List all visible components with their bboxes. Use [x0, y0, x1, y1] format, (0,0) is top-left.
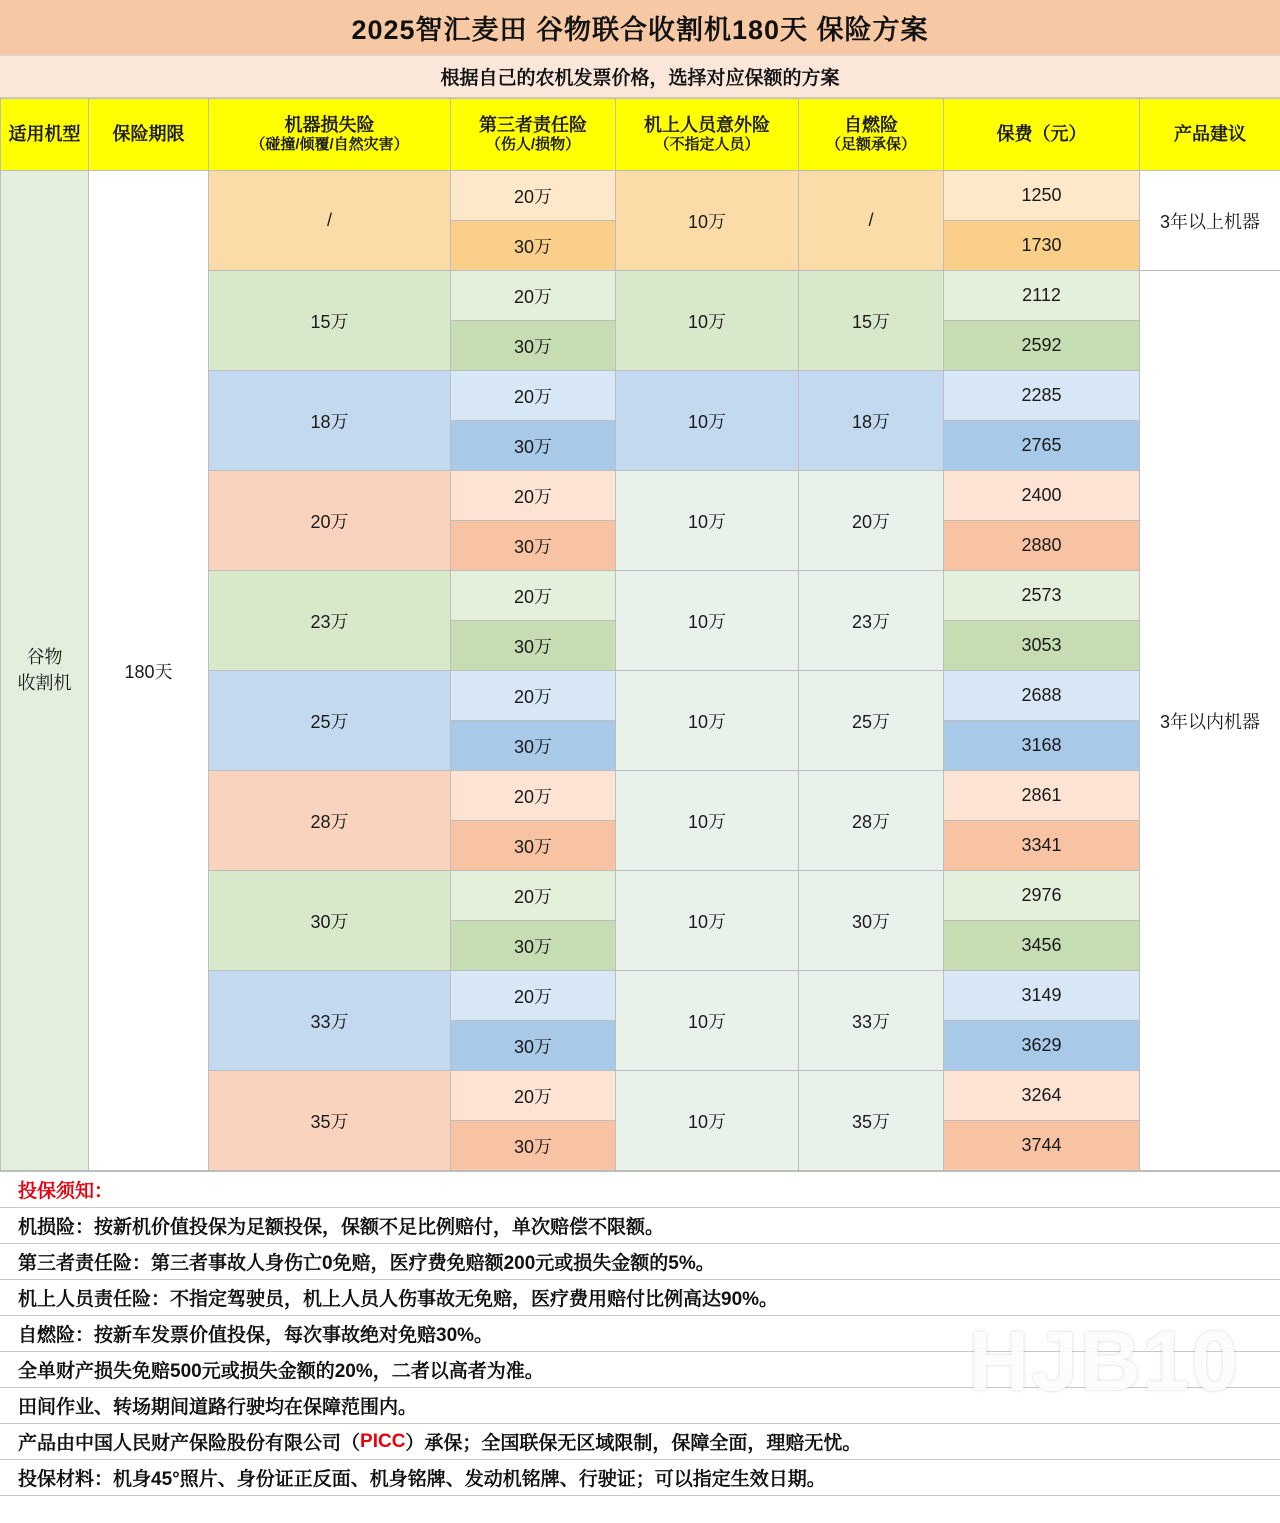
note-item: 全单财产损失免赔500元或损失金额的20%，二者以高者为准。 — [0, 1352, 1280, 1388]
note-item-insurer — [0, 1424, 1280, 1460]
column-header-term: 保险期限 — [89, 99, 209, 171]
insurance-plan-table — [0, 98, 1280, 1171]
cell-third-party: 20万 — [451, 1071, 616, 1121]
cell-accident: 10万 — [616, 171, 799, 271]
watermark: HJB10 — [968, 1314, 1240, 1408]
cell-premium: 3264 — [944, 1071, 1140, 1121]
cell-third-party: 20万 — [451, 671, 616, 721]
notes-heading: 投保须知： — [0, 1172, 1280, 1208]
cell-premium: 1730 — [944, 221, 1140, 271]
cell-premium: 2688 — [944, 671, 1140, 721]
column-header-third-party: 第三者责任险 （伤人/损物） — [451, 99, 616, 171]
insurer-prefix: 产品由中国人民财产保险股份有限公司（ — [18, 1433, 361, 1454]
insurer-suffix: ）承保；全国联保无区域限制，保障全面，理赔无忧。 — [405, 1433, 862, 1454]
cell-third-party: 30万 — [451, 721, 616, 771]
cell-premium: 2112 — [944, 271, 1140, 321]
note-item-materials: 投保材料：机身45°照片、身份证正反面、机身铭牌、发动机铭牌、行驶证；可以指定生效日期。 — [0, 1460, 1280, 1496]
cell-premium: 2285 — [944, 371, 1140, 421]
table-header-row — [1, 99, 1280, 171]
cell-third-party: 30万 — [451, 1121, 616, 1171]
notes-section — [0, 1171, 1280, 1496]
cell-third-party: 20万 — [451, 471, 616, 521]
cell-damage: 30万 — [209, 871, 451, 971]
cell-spontaneous: 25万 — [799, 671, 944, 771]
cell-damage: 18万 — [209, 371, 451, 471]
cell-premium: 3053 — [944, 621, 1140, 671]
column-header-machine-damage: 机器损失险 （碰撞/倾覆/自然灾害） — [209, 99, 451, 171]
cell-third-party: 20万 — [451, 771, 616, 821]
cell-damage: 15万 — [209, 271, 451, 371]
cell-third-party: 20万 — [451, 371, 616, 421]
cell-accident: 10万 — [616, 471, 799, 571]
page-title: 2025智汇麦田 谷物联合收割机180天 保险方案 — [351, 15, 929, 45]
cell-third-party: 20万 — [451, 171, 616, 221]
cell-premium: 2573 — [944, 571, 1140, 621]
cell-spontaneous: 15万 — [799, 271, 944, 371]
note-item: 自燃险：按新车发票价值投保，每次事故绝对免赔30%。 — [0, 1316, 1280, 1352]
cell-accident: 10万 — [616, 271, 799, 371]
cell-premium: 3744 — [944, 1121, 1140, 1171]
cell-spontaneous: 20万 — [799, 471, 944, 571]
table-row — [1, 171, 1280, 221]
cell-damage: 23万 — [209, 571, 451, 671]
note-item: 机上人员责任险：不指定驾驶员，机上人员人伤事故无免赔，医疗费用赔付比例高达90%。 — [0, 1280, 1280, 1316]
cell-premium: 3149 — [944, 971, 1140, 1021]
cell-third-party: 30万 — [451, 321, 616, 371]
cell-premium: 3629 — [944, 1021, 1140, 1071]
cell-damage: 28万 — [209, 771, 451, 871]
cell-premium: 2880 — [944, 521, 1140, 571]
cell-damage: 35万 — [209, 1071, 451, 1171]
note-item: 机损险：按新机价值投保为足额投保，保额不足比例赔付，单次赔偿不限额。 — [0, 1208, 1280, 1244]
cell-third-party: 20万 — [451, 971, 616, 1021]
cell-premium: 2592 — [944, 321, 1140, 371]
cell-accident: 10万 — [616, 371, 799, 471]
cell-spontaneous: 30万 — [799, 871, 944, 971]
cell-damage: 33万 — [209, 971, 451, 1071]
cell-premium: 3168 — [944, 721, 1140, 771]
cell-third-party: 20万 — [451, 871, 616, 921]
cell-damage: 25万 — [209, 671, 451, 771]
column-header-spontaneous: 自燃险 （足额承保） — [799, 99, 944, 171]
page-subtitle-bar — [0, 56, 1280, 98]
cell-damage: / — [209, 171, 451, 271]
cell-third-party: 20万 — [451, 571, 616, 621]
cell-term: 180天 — [89, 171, 209, 1171]
cell-premium: 3341 — [944, 821, 1140, 871]
cell-premium: 2765 — [944, 421, 1140, 471]
cell-third-party: 30万 — [451, 521, 616, 571]
cell-third-party: 30万 — [451, 921, 616, 971]
cell-damage: 20万 — [209, 471, 451, 571]
picc-brand: PICC — [360, 1430, 406, 1452]
cell-third-party: 30万 — [451, 421, 616, 471]
cell-accident: 10万 — [616, 571, 799, 671]
cell-premium: 2400 — [944, 471, 1140, 521]
cell-premium: 2976 — [944, 871, 1140, 921]
cell-third-party: 30万 — [451, 221, 616, 271]
note-item: 田间作业、转场期间道路行驶均在保障范围内。 — [0, 1388, 1280, 1424]
cell-spontaneous: 23万 — [799, 571, 944, 671]
cell-third-party: 30万 — [451, 621, 616, 671]
cell-premium: 1250 — [944, 171, 1140, 221]
cell-spontaneous: 35万 — [799, 1071, 944, 1171]
cell-accident: 10万 — [616, 971, 799, 1071]
cell-machine-type: 谷物 收割机 — [1, 171, 89, 1171]
cell-third-party: 30万 — [451, 1021, 616, 1071]
column-header-onboard-accident: 机上人员意外险 （不指定人员） — [616, 99, 799, 171]
page-title-bar — [0, 0, 1280, 56]
cell-premium: 2861 — [944, 771, 1140, 821]
note-item: 第三者责任险：第三者事故人身伤亡0免赔，医疗费免赔额200元或损失金额的5%。 — [0, 1244, 1280, 1280]
page-subtitle: 根据自己的农机发票价格，选择对应保额的方案 — [440, 68, 840, 89]
cell-spontaneous: 28万 — [799, 771, 944, 871]
cell-accident: 10万 — [616, 771, 799, 871]
column-header-machine-type: 适用机型 — [1, 99, 89, 171]
cell-accident: 10万 — [616, 871, 799, 971]
cell-third-party: 30万 — [451, 821, 616, 871]
column-header-premium: 保费（元） — [944, 99, 1140, 171]
cell-accident: 10万 — [616, 1071, 799, 1171]
cell-third-party: 20万 — [451, 271, 616, 321]
cell-spontaneous: 33万 — [799, 971, 944, 1071]
cell-advice-old: 3年以上机器 — [1140, 171, 1280, 271]
cell-spontaneous: 18万 — [799, 371, 944, 471]
cell-premium: 3456 — [944, 921, 1140, 971]
column-header-advice: 产品建议 — [1140, 99, 1280, 171]
cell-advice-new: 3年以内机器 — [1140, 271, 1280, 1171]
cell-accident: 10万 — [616, 671, 799, 771]
cell-spontaneous: / — [799, 171, 944, 271]
